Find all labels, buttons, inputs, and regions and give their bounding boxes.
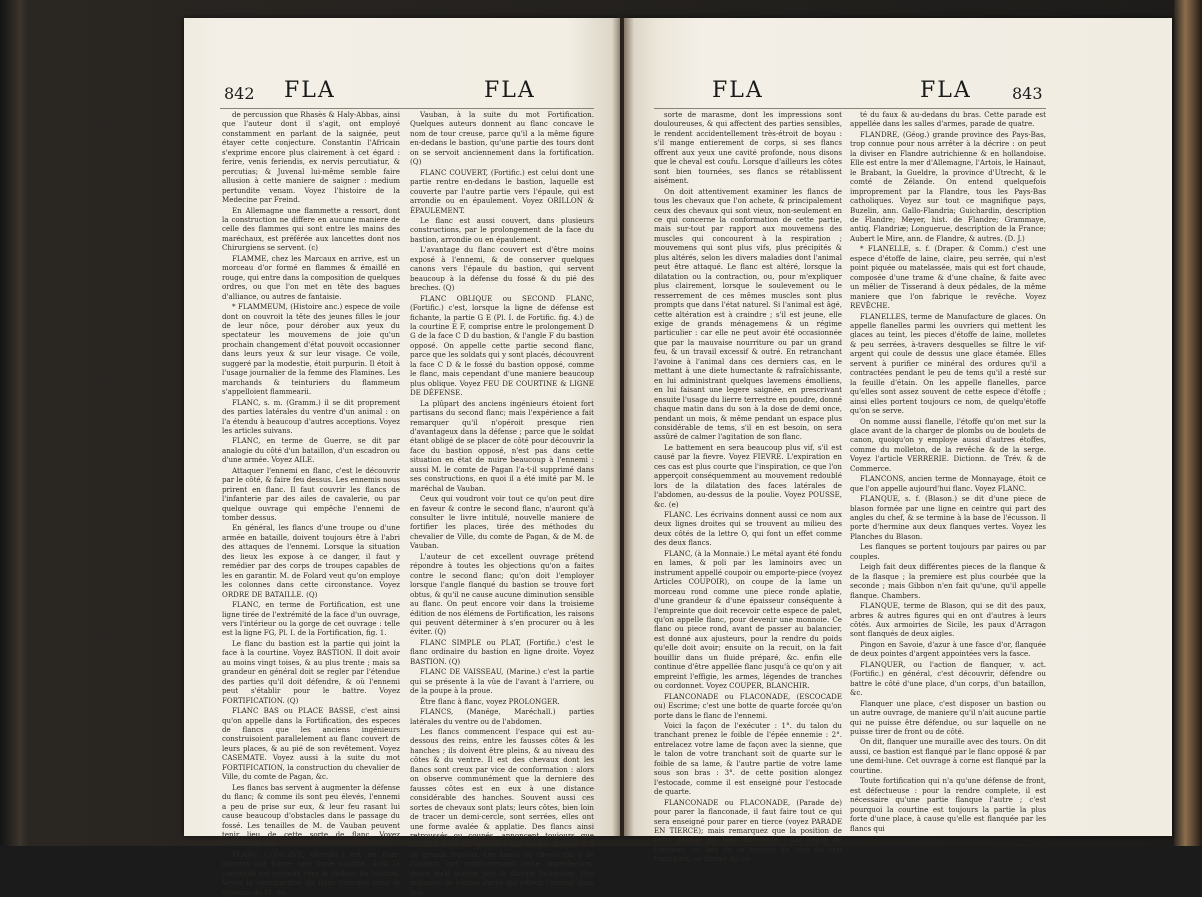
left-page	[184, 18, 620, 897]
paragraph: Les flancs commencent l'espace qui est au-dessous des reins, entre les fausses côtes & les hanches ; ils doivent être pleins, & au niveau des côtes & du ventre. Il est des chevaux dont les flancs sont creux par vice de conformation : alors on observe communément que la derniere des fausses côtes est en eux à une distance considérable des hanches. Souvent aussi ces sortes de chevaux sont plats; leurs côtes, bien loin de tracer un demi-cercle, sont serrées, elles ont une forme avalée & applatie. Des flancs ainsi retroussés ou coupés, annoncent toujours que l'animal n'est pas propre à une longue fatigue & à de grands travaux. Les flancs du cheval qui a de l'ardeur, ont ordinairement cette imperfection, parce qu'il mange peu & dissipe beaucoup. Des maladies de longue durée qui jettent l'animal dans une	[410, 727, 594, 897]
right-column-1	[654, 110, 843, 864]
paragraph: Le battement en sera beaucoup plus vif, s'il est causé par la fievre. Voyez FIEVRE. L'expiration en ces cas est plus courte que l'inspiration, ce que l'on apperçoit conséquemment au mouvement redoublé lors de la dilatation des faces latérales de l'abdomen, au-dessus de la poulie. Voyez POUSSE, &c. (e)	[654, 442, 842, 509]
paragraph: FLANC DE VAISSEAU, (Marine.) c'est la partie qui se présente à la vûe de l'avant à l'arriere, ou de la poupe à la proue.	[410, 667, 594, 696]
paragraph: * FLAMMEUM, (Histoire anc.) espece de voile dont on couvroit la tête des jeunes filles le jour de leur nôce, pour dérober aux yeux du spectateur les mouvemens de joie qu'un prochain changement d'état pouvoit occasionner dans leurs yeux & sur leur visage. Ce voile, suggeré par la modestie, étoit purpurin. Il étoit à l'usage journalier de la femme des Flamines. Les marchands & teinturiers du flammeum s'appelloient flammearii.	[222, 302, 400, 397]
paragraph: Flanquer une place, c'est disposer un bastion ou un autre ouvrage, de maniere qu'il n'ait aucune partie qui ne puisse être défendue, ou sur laquelle on ne puisse tirer de front ou de côté.	[850, 698, 1046, 736]
header-rule	[220, 108, 594, 109]
paragraph: FLANCONADE ou FLACONADE, (ESCOCADE ou) Escrime; c'est une botte de quarte forcée qu'on porte dans le flanc de l'ennemi.	[654, 691, 842, 720]
paragraph: FLANC COUVERT, (Fortific.) est celui dont une partie rentre en-dedans le bastion, laquelle est couverte par l'autre partie vers l'épaule, qui est arrondie ou en épaulement. Voyez ORILLON & ÉPAULEMENT.	[410, 167, 594, 215]
paragraph: FLANQUE, terme de Blason, qui se dit des paux, arbres & autres figures qui en ont d'autres à leurs côtés. Aux armoiries de Sicile, les paux d'Arragon sont flanqués de deux aigles.	[850, 601, 1046, 639]
page-number-left: 842	[224, 84, 255, 103]
paragraph: Voici la façon de l'exécuter : 1°. du talon du tranchant prenez le foible de l'épée ennemie : 2°. entrelacez votre lame de façon avec la sienne, que le talon de votre tranchant soit de quarte sur le foible de sa lame, & l'autre partie de votre lame sous son bras : 3°. de cette position alongez l'estocade, comme il est enseigné pour l'estocade de quarte.	[654, 721, 842, 797]
paragraph: En Allemagne une flammette a ressort, dont la construction ne differe en aucune maniere de celle des flammes qui sont entre les mains des maréchaux, est préférée aux lancettes dont nos Chirurgiens se servent. (c)	[222, 205, 400, 253]
paragraph: Ceux qui voudront voir tout ce qu'on peut dire en faveur & contre le second flanc, n'auront qu'à consulter le livre intitulé, nouvelle maniere de fortifier les places, tirée des méthodes du chevalier de Ville, du comte de Pagan, & de M. de Vauban.	[410, 494, 594, 551]
running-head-right-a: FLA	[712, 78, 764, 103]
paragraph: FLANQUE, s. f. (Blason.) se dit d'une piece de blason formée par une ligne en ceintre qui part des angles du chef, & se termine à la base de l'écusson. Il porte d'hermine aux deux flanques vertes. Voyez les Planches du Blason.	[850, 494, 1046, 541]
paragraph: L'avantage du flanc couvert est d'être moins exposé à l'ennemi, & de conserver quelques canons vers l'épaule du bastion, qui servent beaucoup à la défense du fossé & du pié des breches. (Q)	[410, 245, 594, 293]
paragraph: FLANC SIMPLE ou PLAT, (Fortific.) c'est le flanc ordinaire du bastion en ligne droite. Voyez BASTION. (Q)	[410, 637, 594, 666]
paragraph: Vauban, à la suite du mot Fortification. Quelques auteurs donnent au flanc concave le nom de tour creuse, parce qu'il a la même figure en-dedans le bastion, qu'une partie des tours dont on se servoit anciennement dans la fortification. (Q)	[410, 110, 594, 167]
page-number-right: 843	[1012, 84, 1043, 103]
paragraph: FLANCONS, ancien terme de Monnayage, étoit ce que l'on appelle aujourd'hui flanc. Voyez FLANC.	[850, 474, 1046, 493]
paragraph: FLANC, en terme de Guerre, se dit par analogie du côté d'un bataillon, d'un escadron ou d'une armée. Voyez AILE.	[222, 436, 400, 465]
paragraph: Les flanques se portent toujours par paires ou par couples.	[850, 542, 1046, 561]
paragraph: té du faux & au-dedans du bras. Cette parade est appellée dans les salles d'armes, parade de quatre.	[850, 110, 1046, 129]
paragraph: sorte de marasme, dont les impressions sont douloureuses, & qui affectent des parties sensibles, le rendent accidentellement très-étroit de boyau : s'il mange entierement de corps, si ses flancs offrent aux yeux une cavité profonde, nous disons que le cheval est coufu. Lorsque d'ailleurs les côtes sont bien tournées, ses flancs se rétablissent aisément.	[654, 110, 842, 186]
paragraph: On nomme aussi flanelle, l'étoffe qu'on met sur la glace avant de la charger de plombs ou de boulets de canon, quoiqu'on y employe aussi d'autres étoffes, comme du molleton, de la revêche & de la serge. Voyez l'article VERRERIE. Dictionn. de Trév. & de Commerce.	[850, 416, 1046, 473]
paragraph: Attaquer l'ennemi en flanc, c'est le découvrir par le côté, & faire feu dessus. Les ennemis nous prirent en flanc. Il faut couvrir les flancs de l'infanterie par des ailes de cavalerie, ou par quelque ouvrage qui empêche l'ennemi de tomber dessus.	[222, 465, 400, 523]
paragraph: de percussion que Rhasès & Haly-Abbas, ainsi que l'auteur dont il s'agit, ont employé constamment en parlant de la saignée, peut étayer cette conjecture. Constantin l'Africain s'exprime encore plus clairement à cet égard : ferire, venis feriendis, ex nervis percutiatur, & percutias; & Juvenal lui-même semble faire allusion à cette maniere de saigner : medium pertundite venam. Voyez l'histoire de la Medecine par Freind.	[222, 110, 400, 205]
paragraph: FLANCONADE ou FLACONADE, (Parade de) pour parer la flanconade, il faut faire tout ce qui sera enseigné pour parer en tierce (voyez PARADE EN TIERCE); mais remarquez que la position de cette parade est bien différente : car l'épée de l'ennemi, au lieu de se trouver du côté du vrai tranchant, se trouve du cô-	[654, 797, 842, 864]
right-column-2	[850, 110, 1046, 833]
paragraph: FLANELLES, terme de Manufacture de glaces. On appelle flanelles parmi les ouvriers qui mettent les glaces au teint, les pieces d'étoffe de laine, molletes & peu serrées, à-travers desquelles se filtre le vif-argent qui coule de dessus une glace étamée. Elles servent à purifier ce minéral des ordures qu'il a contractées pendant le peu de tems qu'il a resté sur la feuille d'étain. On les appelle flanelles, parce qu'elles sont assez souvent de cette espece d'étoffe ; ainsi elles portent toujours ce nom, de quelqu'étoffe qu'on se serve.	[850, 311, 1046, 416]
paragraph: Le flanc du bastion est la partie qui joint la face à la courtine. Voyez BASTION. Il doit avoir au moins vingt toises, & au plus trente ; mais sa grandeur en général doit se regler par l'étendue des parties qu'il doit défendre, & où l'ennemi peut s'établir pour le battre. Voyez FORTIFICATION. (Q)	[222, 638, 400, 705]
paragraph: Toute fortification qui n'a qu'une défense de front, est défectueuse : pour la rendre complete, il est nécessaire qu'une partie flanque l'autre ; c'est pourquoi la courtine est toujours la partie la plus forte d'une place, à cause qu'elle est flanquée par les flancs qui	[850, 776, 1046, 833]
paragraph: Le flanc est aussi couvert, dans plusieurs constructions, par le prolongement de la face du bastion, arrondie ou en épaulement.	[410, 215, 594, 244]
paragraph: FLANQUER, ou l'action de flanquer, v. act. (Fortific.) en général, c'est découvrir, défendre ou battre le côté d'une place, d'un corps, d'un bataillon, &c.	[850, 659, 1046, 698]
paragraph: FLANC, (à la Monnaie.) Le métal ayant été fondu en lames, & poli par les laminoirs avec un instrument appellé coupoir ou emporte-piece (voyez Articles COUPOIR), on coupe de la lame un morceau rond comme une piece ronde aplatie, d'une grandeur & d'une épaisseur conséquente à l'empreinte que doit recevoir cette espece de palet, qu'on appelle flanc, pour devenir une monnoie. Ce flanc ou piece rond, avant de passer au balancier, est donné aux ajusteurs, pour la rendre du poids qu'elle doit avoir; ensuite on la recuit, on la fait bouillir dans un fluide préparé, &c. enfin elle continue d'être appellée flanc jusqu'à ce qu'on y ait empreint l'effigie, les armes, légendes de tranches ou cordonnet. Voyez COUPER, BLANCHIR.	[654, 548, 843, 691]
paragraph: FLANC, en terme de Fortification, est une ligne tirée de l'extrémité de la face d'un ouvrage, vers l'intérieur ou la gorge de cet ouvrage : telle est la ligne FG, Pl. I. de la Fortification, fig. 1.	[222, 600, 400, 638]
paragraph: La plûpart des anciens ingénieurs étoient fort partisans du second flanc; mais l'expérience a fait remarquer qu'il n'opéroit presque rien d'avantageux dans la défense ; parce que le soldat étant obligé de se placer de côté pour découvrir la face du bastion opposé, n'est pas dans cette situation en état de nuire beaucoup à l'ennemi : aussi M. le comte de Pagan l'a-t-il supprimé dans ses constructions, en quoi il a été imité par M. le maréchal de Vauban.	[410, 398, 594, 493]
paragraph: FLANCS, (Manége, Maréchall.) parties latérales du ventre ou de l'abdomen.	[410, 707, 594, 726]
paragraph: Leigh fait deux différentes pieces de la flanque & de la flasque ; la premiere est plus courbée que la seconde ; mais Gibbon n'en fait qu'une, qu'il appelle flanque. Chambers.	[850, 562, 1046, 600]
paragraph: En général, les flancs d'une troupe ou d'une armée en bataille, doivent toujours être à l'abri des attaques de l'ennemi. Lorsque la situation des lieux les expose à ce danger, il faut y remédier par des corps de troupes capables de les en garantir. M. de Folard veut qu'on employe les colonnes dans cette circonstance. Voyez ORDRE DE BATAILLE. (Q)	[222, 523, 400, 599]
header-rule	[654, 108, 1046, 109]
running-head-left-a: FLA	[284, 78, 336, 103]
running-head-left-b: FLA	[484, 78, 536, 103]
paragraph: FLANC. Les écrivains donnent aussi ce nom aux deux lignes droites qui se trouvent au milieu des deux côtés de la lettre O, qui font un effet comme des deux flancs.	[654, 510, 842, 548]
paragraph: Être flanc à flanc, voyez PROLONGER.	[420, 696, 560, 706]
right-page	[624, 18, 1172, 864]
running-head-right-b: FLA	[920, 78, 972, 103]
paragraph: FLAMME, chez les Marcaux en arrive, est un morceau d'or formé en flammes & émaillé en rouge, qui entre dans la composition de quelques ordres, ou que l'on met en tête des bagues d'alliance, ou autres de fantaisie.	[222, 253, 400, 301]
paragraph: On doit attentivement examiner les flancs de tous les chevaux que l'on achete, & principalement ceux des chevaux qui sont vieux, non-seulement en ce qui concerne la conformation de cette partie, mais sur-tout par rapport aux mouvemens des muscles qui concourent à la respiration ; mouvemens qui sont plus vifs, plus précipités & plus altérés, selon les divers maladies dont l'animal peut être attaqué. Le flanc est altéré, lorsque la dilatation ou la contraction, ou, pour m'expliquer plus clairement, lorsque le soulevement ou le resserrement de ces mêmes muscles sont plus prompts que dans l'état naturel. Si l'animal est âgé, cette altération est à craindre ; s'il est jeune, elle exige de grands ménagemens & un régime particulier : car elle ne peut avoir été occasionnée que par la mauvaise nourriture ou par un grand feu, & un travail excessif & outré. En retranchant l'avoine à l'animal dans ces derniers cas, en le mettant à une diete humectante & rafraîchissante, en lui administrant quelques lavemens émolliens, en lui faisant une legere saignée, en prescrivant ensuite l'usage du lierre terrestre en poudre, donné chaque matin dans du son à la dose de demi once, pendant un mois, & même pendant un espace plus considérable de tems, s'il en est besoin, on sera assûré de calmer l'agitation de son flanc.	[654, 186, 842, 442]
paragraph: On dit, flanquer une muraille avec des tours. On dit aussi, ce bastion est flanqué par le flanc opposé & par une demi-lune. Cet ouvrage à corne est flanqué par la courtine.	[850, 737, 1046, 775]
book-gutter	[612, 18, 634, 836]
paragraph: FLANC, s. m. (Gramm.) il se dit proprement des parties latérales du ventre d'un animal : on l'a étendu à beaucoup d'autres acceptions. Voyez les articles suivans.	[222, 397, 400, 435]
paragraph: Pingon en Savoie, d'azur à une fasce d'or, flanquée de deux pointes d'argent appointées vers la fasce.	[850, 639, 1046, 659]
paragraph: FLANC CONCAVE, (Fortific.) est un flanc convert qui forme une ligne courbe, dont la convexité est tournée vers le dedans du bastion. Voyez la construction du flanc concave dans le système de M. de	[222, 849, 400, 897]
paragraph: Les flancs bas servent à augmenter la défense du flanc; & comme ils sont peu élevés, l'ennemi a peu de prise sur eux, & leur feu rasant lui cause beaucoup d'obstacles dans le passage du fossé. Les tenailles de M. de Vauban peuvent tenir lieu de cette sorte de flanc. Voyez TENAILLE. (Q)	[222, 782, 400, 849]
paragraph: FLANC OBLIQUE ou SECOND FLANC, (Fortific.) c'est, lorsque la ligne de défense est fichante, la partie G E (Pl. I. de Fortific. fig. 4.) de la courtine E F, comprise entre le prolongement D G de la face C D du bastion, & l'angle F du bastion opposé. On appelle cette partie second flanc, parce que les soldats qui y sont placés, découvrent la face C D & le fossé du bastion opposé, comme le flanc, mais cependant d'une maniere beaucoup plus oblique. Voyez FEU DE COURTINE & LIGNE DE DÉFENSE.	[410, 293, 594, 398]
paragraph: FLANC BAS ou PLACE BASSE, c'est ainsi qu'on appelle dans la Fortification, des especes de flancs que les anciens ingénieurs construisoient parallelement au flanc couvert de leurs places, & au pié de son revêtement. Voyez CASEMATE. Voyez aussi à la suite du mot FORTIFICATION, la construction du chevalier de Ville, du comte de Pagan, &c.	[222, 706, 400, 782]
paragraph: L'auteur de cet excellent ouvrage prétend répondre à toutes les objections qu'on a faites contre le second flanc; qu'on doit l'employer lorsque l'angle flanqué du bastion se trouve fort obtus, & qu'il ne cause aucune diminution sensible au flanc. On peut encore voir dans la troisieme édition de nos élémens de Fortification, les raisons qui peuvent déterminer à s'en procurer ou à les éviter. (Q)	[410, 551, 594, 637]
left-column-2	[410, 110, 594, 897]
book-edge	[1174, 0, 1202, 846]
paragraph: FLANDRE, (Géog.) grande province des Pays-Bas, trop connue pour nous arrêter à la décrire : on peut la diviser en Flandre autrichienne & en hollandoise. Elle est entre la mer d'Allemagne, l'Artois, le Hainaut, le Brabant, la Gueldre, la province d'Utrecht, & le comté de Zélande. On entend quelquefois improprement par la Flandre, tous les Pays-Bas catholiques. Voyez sur tout ce magnifique pays, Buzelin, ann. Gallo-Flandria; Guichardin, description de Flandre; Meyer, hist. de Flandre; Grammaye, antiq. Flandriæ; Longuerue, description de la France; Aubert le Mire, ann. de Flandre, & autres. (D. J.)	[850, 129, 1046, 243]
left-column-1	[222, 110, 400, 897]
paragraph: * FLANELLE, s. f. (Draper. & Comm.) c'est une espece d'étoffe de laine, claire, peu serrée, qui n'est point piquée ou matelassée, mais qui est fort chaude, composée d'une trame & d'une chaîne, & faite avec un mêlier de Tisserand à deux pédales, de la même maniere que l'on fabrique le revêche. Voyez REVÊCHE.	[850, 244, 1046, 311]
